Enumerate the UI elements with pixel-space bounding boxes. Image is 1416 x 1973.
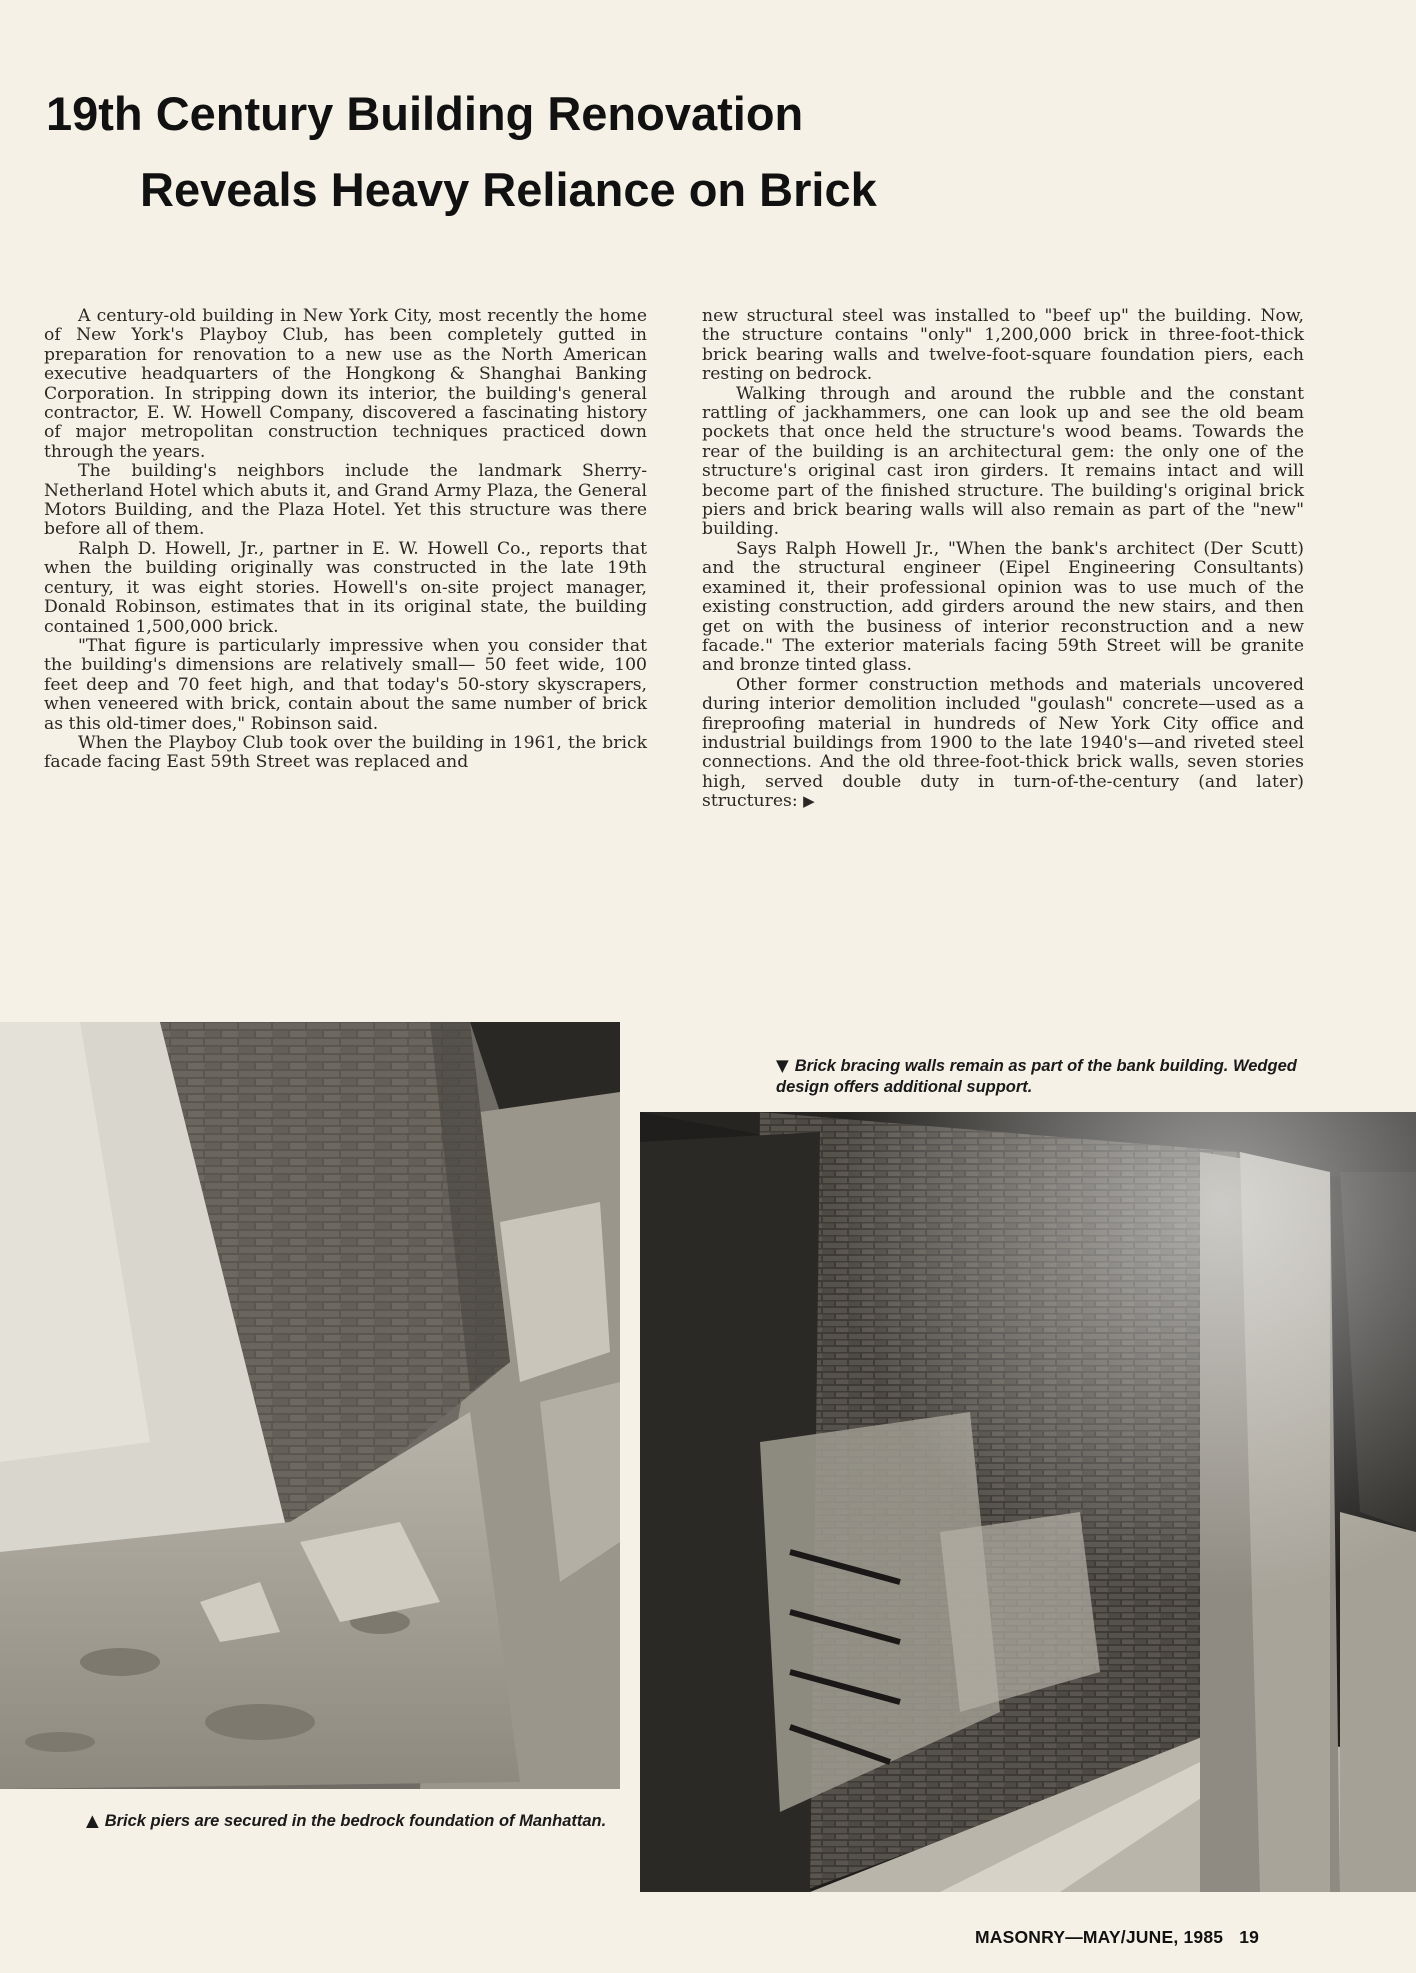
caption-right xyxy=(776,1055,1336,1098)
headline-line-2: Reveals Heavy Reliance on Brick xyxy=(140,163,877,216)
caption-down-arrow-icon: ▼ xyxy=(776,1056,789,1075)
caption-left-text: Brick piers are secured in the bedrock foundation of Manhattan. xyxy=(104,1812,607,1830)
continue-arrow-icon: ▶ xyxy=(803,792,815,811)
paragraph-continued: new structural steel was installed to "beef up" the building. Now, the structure contains "only" 1,200,000 brick in three-foot-thick brick bearing walls and twelve-foot-square foundation piers, each resting on bedrock. xyxy=(702,306,1304,385)
paragraph-text: Other former construction methods and materials uncovered during interior demolition included "goulash" concrete—used as a fireproofing material in hundreds of New York City office and industrial buildings from 1900 to the late 1940's—and riveted steel connections. And the old three-foot-thick brick walls, seven stories high, served double duty in turn-of-the-century (and later) structures: xyxy=(702,674,1304,812)
paragraph: "That figure is particularly impressive when you consider that the building's dimensions are relatively small— 50 feet wide, 100 feet deep and 70 feet high, and that today's 50-story skyscrapers, when veneered with brick, contain about the same number of brick as this old-timer does," Robinson said. xyxy=(44,635,647,734)
photo-brick-piers xyxy=(0,1022,620,1789)
caption-up-arrow-icon: ▲ xyxy=(86,1811,99,1830)
page-number: 19 xyxy=(1239,1927,1260,1947)
headline-line-1: 19th Century Building Renovation xyxy=(46,87,804,140)
paragraph xyxy=(702,676,1304,812)
caption-right-text: Brick bracing walls remain as part of the bank building. Wedged design offers additional support. xyxy=(776,1057,1297,1096)
brick-walls-photo-illustration xyxy=(640,1112,1416,1892)
brick-piers-photo-illustration xyxy=(0,1022,620,1789)
paragraph: A century-old building in New York City, most recently the home of New York's Playboy Club, has been completely gutted in preparation for renovation to a new use as the North American executive headquarters of the Hongkong & Shanghai Banking Corporation. In stripping down its interior, the building's general contractor, E. W. Howell Company, discovered a fascinating history of major metropolitan construction techniques practiced down through the years. xyxy=(44,306,647,462)
publication-info: MASONRY—MAY/JUNE, 1985 xyxy=(975,1927,1224,1947)
paragraph: Ralph D. Howell, Jr., partner in E. W. Howell Co., reports that when the building originally was constructed in the late 19th century, it was eight stories. Howell's on-site project manager, Donald Robinson, estimates that in its original state, the building contained 1,500,000 brick. xyxy=(44,538,647,637)
left-text-column xyxy=(44,307,647,773)
paragraph: When the Playboy Club took over the building in 1961, the brick facade facing East 59th Street was replaced and xyxy=(44,732,647,773)
photo-brick-bracing-walls xyxy=(640,1112,1416,1892)
paragraph: The building's neighbors include the landmark Sherry-Netherland Hotel which abuts it, and Grand Army Plaza, the General Motors Building, and the Plaza Hotel. Yet this structure was there before all of them. xyxy=(44,461,647,540)
paragraph: Says Ralph Howell Jr., "When the bank's architect (Der Scutt) and the structural engineer (Eipel Engineering Consultants) examined it, their professional opinion was to use much of the existing construction, add girders around the new stairs, and then get on with the business of interior reconstruction and a new facade." The exterior materials facing 59th Street will be granite and bronze tinted glass. xyxy=(702,538,1304,676)
paragraph: Walking through and around the rubble and the constant rattling of jackhammers, one can look up and see the old beam pockets that once held the structure's wood beams. Towards the rear of the building is an architectural gem: the only one of the structure's original cast iron girders. It remains intact and will become part of the finished structure. The building's original brick piers and brick bearing walls will also remain as part of the "new" building. xyxy=(702,383,1304,540)
page-footer xyxy=(975,1927,1259,1948)
right-text-column xyxy=(702,307,1304,812)
caption-left xyxy=(86,1810,646,1832)
